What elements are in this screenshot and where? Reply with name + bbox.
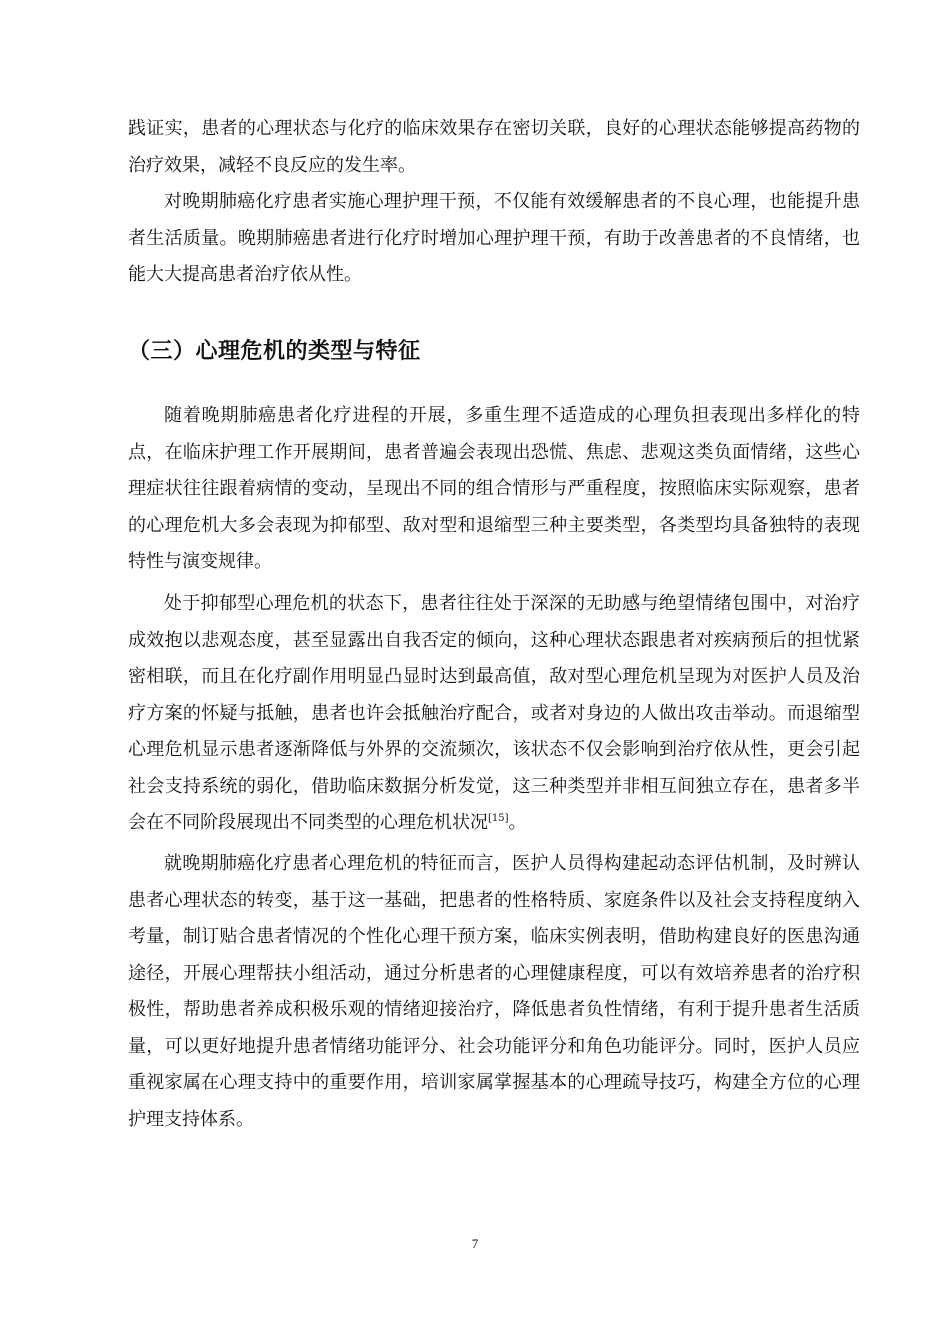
paragraph-intervention: 对晚期肺癌化疗患者实施心理护理干预，不仅能有效缓解患者的不良心理，也能提升患者生活质量。晚期肺癌患者进行化疗时增加心理护理干预，有助于改善患者的不良情绪，也能大大提高患者治疗依从性。 — [128, 191, 860, 285]
paragraph-crisis-types — [128, 586, 860, 842]
citation-15: [15] — [488, 813, 509, 824]
paragraph-types-overview: 随着晚期肺癌患者化疗进程的开展，多重生理不适造成的心理负担表现出多样化的特点，在临床护理工作开展期间，患者普遍会表现出恐慌、焦虑、悲观这类负面情绪，这些心理症状往往跟着病情的变动，呈现出不同的组合情形与严重程度，按照临床实际观察，患者的心理危机大多会表现为抑郁型、敌对型和退缩型三种主要类型，各类型均具备独特的表现特性与演变规律。 — [128, 405, 860, 572]
paragraph-crisis-types-text: 处于抑郁型心理危机的状态下，患者往往处于深深的无助感与绝望情绪包围中，对治疗成效抱以悲观态度，甚至显露出自我否定的倾向，这种心理状态跟患者对疾病预后的担忧紧密相联，而且在化疗副作用明显凸显时达到最高值，敌对型心理危机呈现为对医护人员及治疗方案的怀疑与抵触，患者也许会抵触治疗配合，或者对身边的人做出攻击举动。而退缩型心理危机显示患者逐渐降低与外界的交流频次，该状态不仅会影响到治疗依从性，更会引起社会支持系统的弱化，借助临床数据分析发觉，这三种类型并非相互间独立存在，患者多半会在不同阶段展现出不同类型的心理危机状况 — [128, 593, 860, 833]
paragraph-crisis-types-end: 。 — [508, 812, 527, 833]
section-heading: （三）心理危机的类型与特征 — [128, 339, 421, 364]
page-number: 7 — [471, 1236, 479, 1251]
paragraph-crisis-features: 就晚期肺癌化疗患者心理危机的特征而言，医护人员得构建起动态评估机制，及时辨认患者心理状态的转变，基于这一基础，把患者的性格特质、家庭条件以及社会支持程度纳入考量，制订贴合患者情况的个性化心理干预方案，临床实例表明，借助构建良好的医患沟通途径，开展心理帮扶小组活动，通过分析患者的心理健康程度，可以有效培养患者的治疗积极性，帮助患者养成积极乐观的情绪迎接治疗，降低患者负性情绪，有利于提升患者生活质量，可以更好地提升患者情绪功能评分、社会功能评分和角色功能评分。同时，医护人员应重视家属在心理支持中的重要作用，培训家属掌握基本的心理疏导技巧，构建全方位的心理护理支持体系。 — [128, 853, 860, 1130]
paragraph-continuation: 践证实，患者的心理状态与化疗的临床效果存在密切关联，良好的心理状态能够提高药物的治疗效果，减轻不良反应的发生率。 — [128, 118, 860, 176]
